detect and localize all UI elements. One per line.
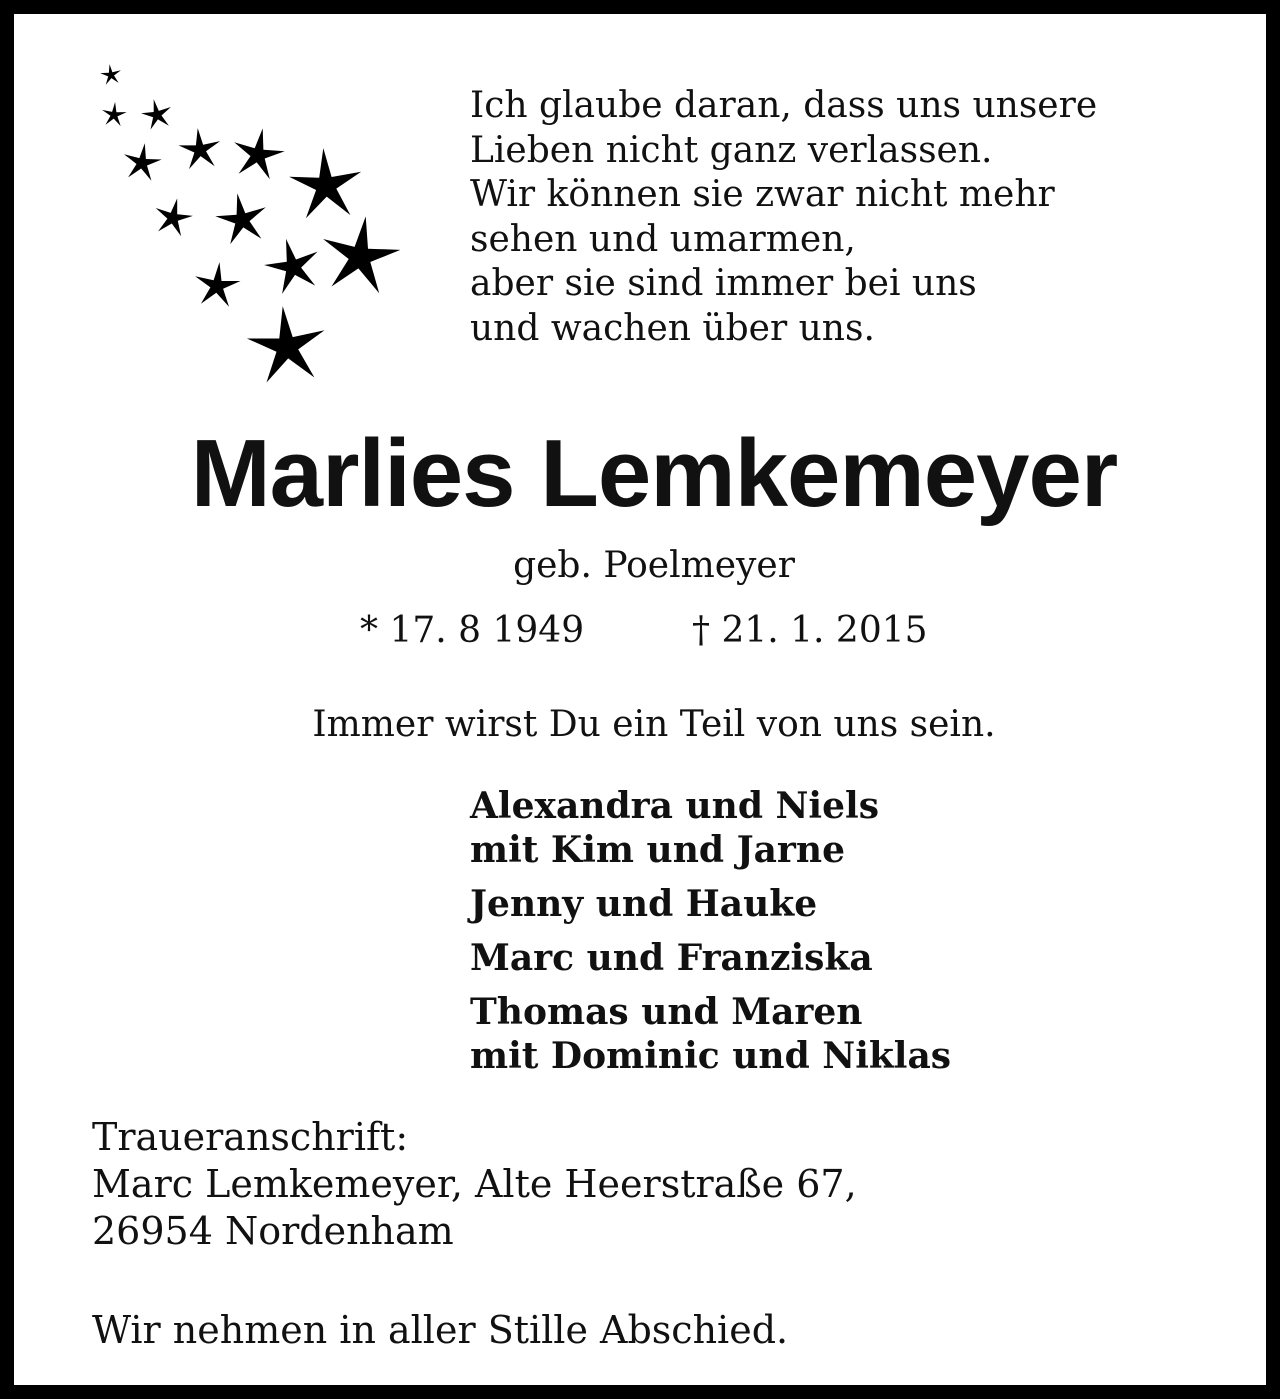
address-line: 26954 Nordenham xyxy=(92,1209,454,1253)
star-icon xyxy=(195,262,240,307)
birth-date: * 17. 8 1949 xyxy=(360,610,585,651)
address-label: Traueranschrift: xyxy=(92,1115,409,1159)
deceased-name: Marlies Lemkemeyer xyxy=(190,420,1118,527)
mourner-group xyxy=(470,882,951,926)
motto: Immer wirst Du ein Teil von uns sein. xyxy=(312,704,996,745)
mourning-address xyxy=(92,1114,857,1255)
quote-line: aber sie sind immer bei uns xyxy=(470,263,977,304)
star-icon xyxy=(141,99,171,129)
closing-line: Wir nehmen in aller Stille Abschied. xyxy=(92,1308,789,1352)
star-icon xyxy=(234,128,285,179)
mourner-line: Alexandra und Niels xyxy=(470,785,879,827)
quote-block xyxy=(470,84,1097,351)
quote-line: Lieben nicht ganz verlassen. xyxy=(470,129,993,171)
star-icon xyxy=(215,193,265,244)
star-icon xyxy=(264,239,318,294)
star-icon xyxy=(289,148,361,218)
address-line: Marc Lemkemeyer, Alte Heerstraße 67, xyxy=(92,1162,857,1206)
star-icon xyxy=(124,143,162,181)
star-icon xyxy=(323,216,400,293)
star-icon xyxy=(100,64,121,85)
mourner-group xyxy=(470,936,951,980)
maiden-name: geb. Poelmeyer xyxy=(513,545,795,586)
death-date: † 21. 1. 2015 xyxy=(692,610,928,651)
quote-line: sehen und umarmen, xyxy=(470,218,856,260)
stars-decoration xyxy=(84,54,424,394)
life-dates xyxy=(360,607,928,655)
quote-line: und wachen über uns. xyxy=(470,307,875,349)
mourner-group xyxy=(470,990,951,1078)
mourner-line: Marc und Franziska xyxy=(470,937,873,979)
quote-line: Wir können sie zwar nicht mehr xyxy=(470,174,1055,215)
mourner-line: mit Kim und Jarne xyxy=(470,829,845,871)
mourner-line: Jenny und Hauke xyxy=(470,883,818,925)
star-icon xyxy=(247,306,325,382)
mourner-line: mit Dominic und Niklas xyxy=(470,1035,952,1077)
quote-line: Ich glaube daran, dass uns unsere xyxy=(470,85,1098,126)
mourners-list xyxy=(470,784,951,1088)
star-icon xyxy=(102,102,127,126)
star-icon xyxy=(156,198,193,236)
mourner-line: Thomas und Maren xyxy=(470,991,863,1033)
star-icon xyxy=(179,128,221,169)
mourner-group xyxy=(470,784,951,872)
